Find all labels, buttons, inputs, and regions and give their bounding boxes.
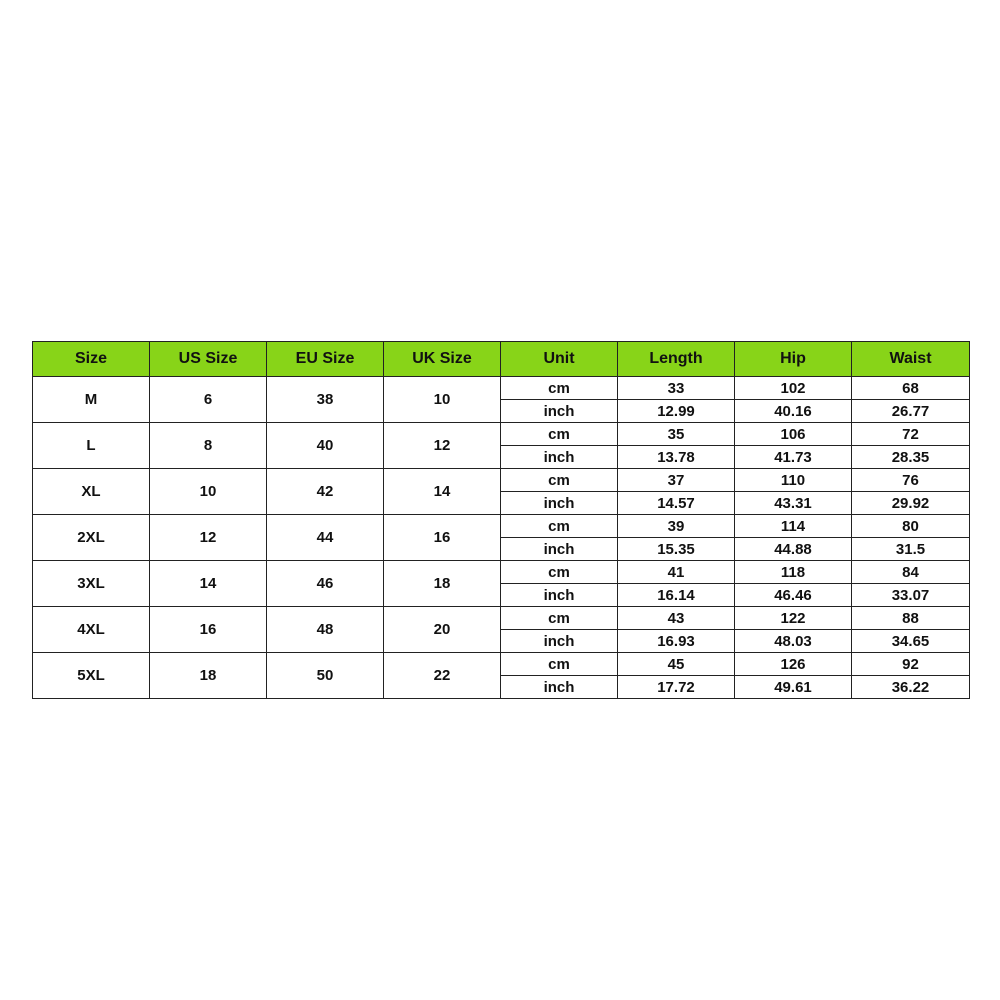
table-row-cm: [33, 607, 970, 630]
length-cell: 43: [618, 607, 735, 630]
us-size-cell: 14: [150, 561, 267, 607]
size-cell: 5XL: [33, 653, 150, 699]
table-row-cm: [33, 377, 970, 400]
unit-cell: cm: [501, 423, 618, 446]
unit-cell: inch: [501, 492, 618, 515]
waist-cell: 36.22: [852, 676, 970, 699]
hip-cell: 114: [735, 515, 852, 538]
header-waist: Waist: [852, 342, 970, 377]
eu-size-cell: 44: [267, 515, 384, 561]
unit-cell: cm: [501, 561, 618, 584]
table-row-cm: [33, 469, 970, 492]
hip-cell: 40.16: [735, 400, 852, 423]
unit-cell: cm: [501, 607, 618, 630]
waist-cell: 31.5: [852, 538, 970, 561]
us-size-cell: 6: [150, 377, 267, 423]
waist-cell: 92: [852, 653, 970, 676]
table-row-cm: [33, 561, 970, 584]
us-size-cell: 8: [150, 423, 267, 469]
length-cell: 17.72: [618, 676, 735, 699]
uk-size-cell: 12: [384, 423, 501, 469]
waist-cell: 88: [852, 607, 970, 630]
header-eu-size: EU Size: [267, 342, 384, 377]
size-cell: 2XL: [33, 515, 150, 561]
size-cell: M: [33, 377, 150, 423]
unit-cell: cm: [501, 377, 618, 400]
waist-cell: 68: [852, 377, 970, 400]
unit-cell: inch: [501, 538, 618, 561]
size-chart-container: [32, 341, 969, 699]
us-size-cell: 12: [150, 515, 267, 561]
header-uk-size: UK Size: [384, 342, 501, 377]
hip-cell: 102: [735, 377, 852, 400]
eu-size-cell: 50: [267, 653, 384, 699]
hip-cell: 126: [735, 653, 852, 676]
waist-cell: 80: [852, 515, 970, 538]
hip-cell: 49.61: [735, 676, 852, 699]
waist-cell: 76: [852, 469, 970, 492]
eu-size-cell: 48: [267, 607, 384, 653]
length-cell: 41: [618, 561, 735, 584]
hip-cell: 118: [735, 561, 852, 584]
hip-cell: 41.73: [735, 446, 852, 469]
header-hip: Hip: [735, 342, 852, 377]
unit-cell: cm: [501, 653, 618, 676]
table-row-cm: [33, 423, 970, 446]
waist-cell: 26.77: [852, 400, 970, 423]
size-cell: XL: [33, 469, 150, 515]
length-cell: 13.78: [618, 446, 735, 469]
unit-cell: inch: [501, 584, 618, 607]
hip-cell: 106: [735, 423, 852, 446]
table-row-cm: [33, 515, 970, 538]
hip-cell: 43.31: [735, 492, 852, 515]
length-cell: 39: [618, 515, 735, 538]
table-row-cm: [33, 653, 970, 676]
us-size-cell: 10: [150, 469, 267, 515]
length-cell: 37: [618, 469, 735, 492]
hip-cell: 46.46: [735, 584, 852, 607]
table-header: [33, 342, 970, 377]
size-cell: 4XL: [33, 607, 150, 653]
waist-cell: 84: [852, 561, 970, 584]
length-cell: 16.93: [618, 630, 735, 653]
uk-size-cell: 22: [384, 653, 501, 699]
length-cell: 15.35: [618, 538, 735, 561]
length-cell: 14.57: [618, 492, 735, 515]
waist-cell: 33.07: [852, 584, 970, 607]
header-unit: Unit: [501, 342, 618, 377]
length-cell: 16.14: [618, 584, 735, 607]
length-cell: 45: [618, 653, 735, 676]
table-body: [33, 377, 970, 699]
unit-cell: inch: [501, 630, 618, 653]
hip-cell: 122: [735, 607, 852, 630]
length-cell: 33: [618, 377, 735, 400]
header-length: Length: [618, 342, 735, 377]
hip-cell: 44.88: [735, 538, 852, 561]
header-size: Size: [33, 342, 150, 377]
uk-size-cell: 16: [384, 515, 501, 561]
size-cell: 3XL: [33, 561, 150, 607]
size-chart-table: [32, 341, 970, 699]
unit-cell: inch: [501, 446, 618, 469]
unit-cell: inch: [501, 676, 618, 699]
unit-cell: cm: [501, 469, 618, 492]
unit-cell: cm: [501, 515, 618, 538]
uk-size-cell: 20: [384, 607, 501, 653]
header-row: [33, 342, 970, 377]
waist-cell: 72: [852, 423, 970, 446]
length-cell: 35: [618, 423, 735, 446]
us-size-cell: 18: [150, 653, 267, 699]
hip-cell: 48.03: [735, 630, 852, 653]
length-cell: 12.99: [618, 400, 735, 423]
eu-size-cell: 42: [267, 469, 384, 515]
uk-size-cell: 14: [384, 469, 501, 515]
waist-cell: 34.65: [852, 630, 970, 653]
size-cell: L: [33, 423, 150, 469]
waist-cell: 28.35: [852, 446, 970, 469]
uk-size-cell: 10: [384, 377, 501, 423]
eu-size-cell: 40: [267, 423, 384, 469]
eu-size-cell: 38: [267, 377, 384, 423]
us-size-cell: 16: [150, 607, 267, 653]
eu-size-cell: 46: [267, 561, 384, 607]
hip-cell: 110: [735, 469, 852, 492]
uk-size-cell: 18: [384, 561, 501, 607]
unit-cell: inch: [501, 400, 618, 423]
header-us-size: US Size: [150, 342, 267, 377]
waist-cell: 29.92: [852, 492, 970, 515]
